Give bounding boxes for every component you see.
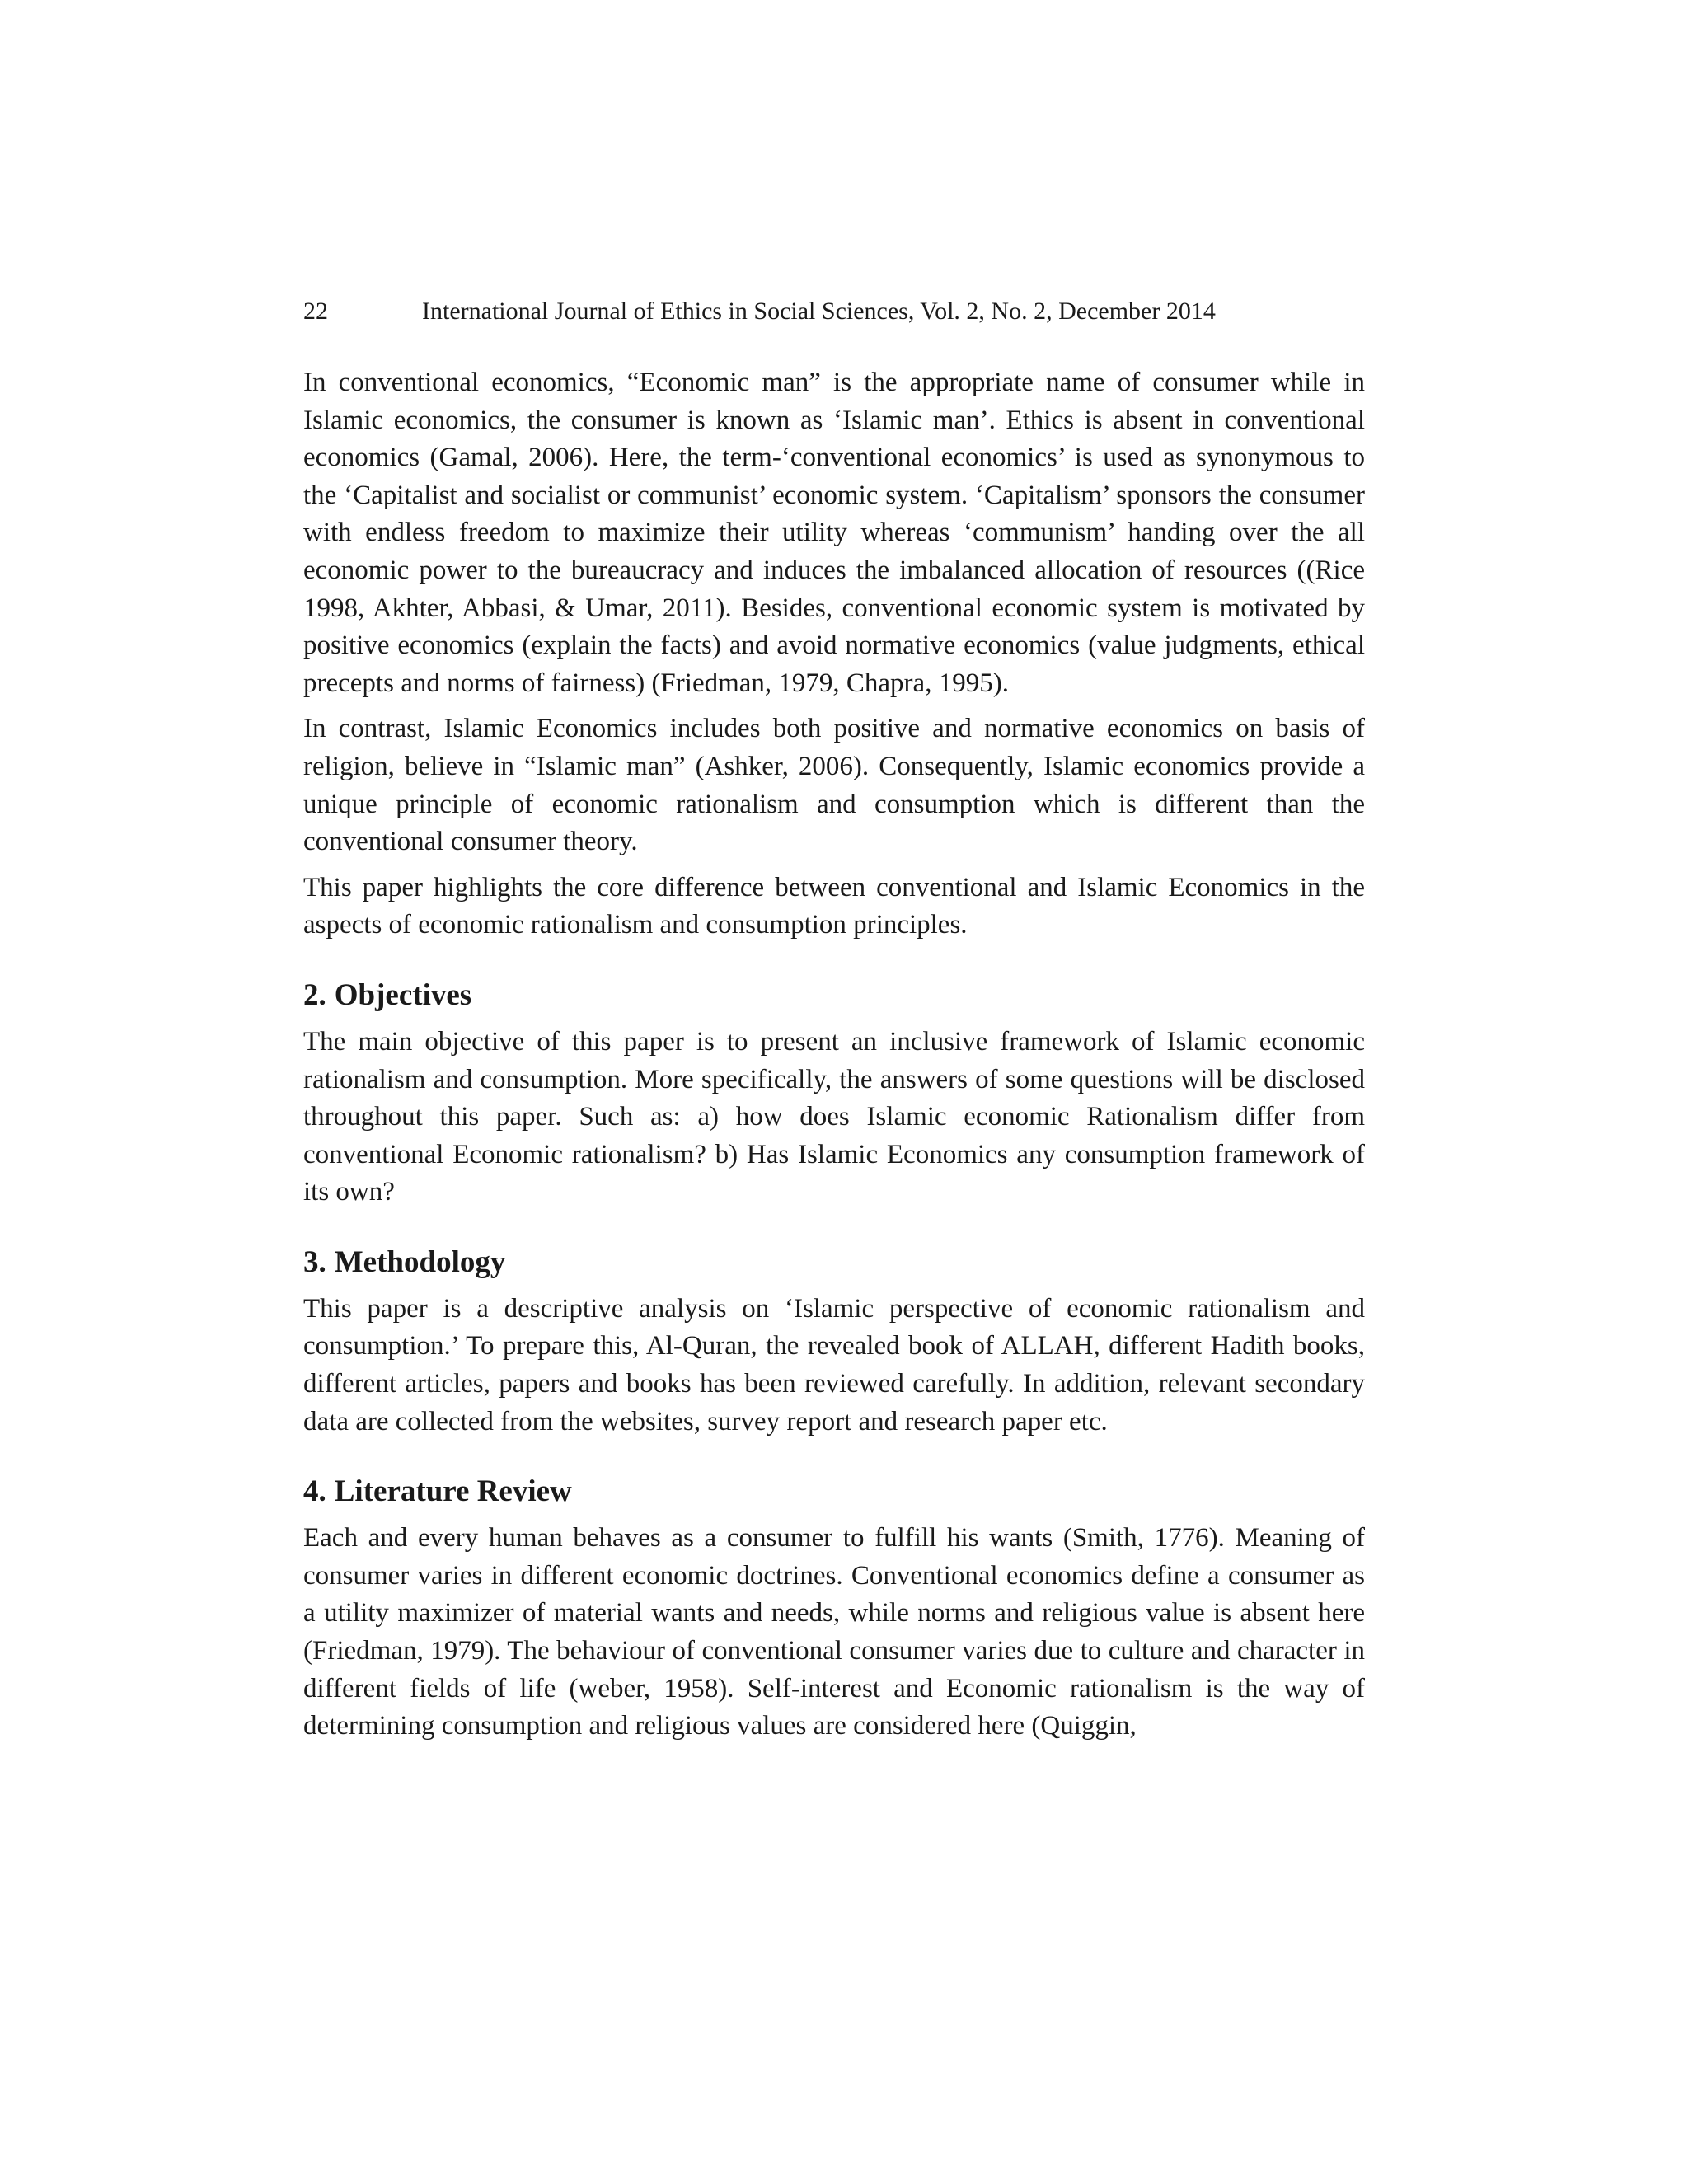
section-title: Literature Review [334, 1474, 572, 1509]
section-heading-objectives [303, 976, 1365, 1015]
methodology-paragraph: This paper is a descriptive analysis on ‘Islamic perspective of economic rationalism and consumption.’ To prepare this, Al-Quran, the revealed book of ALLAH, different Hadith books, different articles, papers and books has been reviewed carefully. In addition, relevant secondary data are collected from the websites, survey report and research paper etc. [303, 1293, 1365, 1436]
objectives-paragraph: The main objective of this paper is to present an inclusive framework of Islamic economic rationalism and consumption. More specifically, the answers of some questions will be disclosed throughout this paper. Such as: a) how does Islamic economic Rationalism differ from conventional Economic rationalism? b) Has Islamic Economics any consumption framework of its own? [303, 1026, 1365, 1207]
intro-paragraph: This paper highlights the core difference between conventional and Islamic Economics in the aspects of economic rationalism and consumption principles. [303, 872, 1365, 940]
section-number: 3. [303, 1244, 326, 1279]
literature-review-paragraph: Each and every human behaves as a consumer to fulfill his wants (Smith, 1776). Meaning of consumer varies in different economic doctrines. Conventional economics define a consumer as a utility maximizer of material wants and needs, while norms and religious value is absent here (Friedman, 1979). The behaviour of conventional consumer varies due to culture and character in different fields of life (weber, 1958). Self-interest and Economic rationalism is the way of determining consumption and religious values are considered here (Quiggin, [303, 1523, 1365, 1741]
section-title: Objectives [334, 977, 472, 1012]
article-body [303, 364, 1365, 1754]
intro-paragraph: In conventional economics, “Economic man” is the appropriate name of consumer while in Islamic economics, the consumer is known as ‘Islamic man’. Ethics is absent in conventional economics (Gamal, 2006). Here, the term-‘conventional economics’ is used as synonymous to the ‘Capitalist and socialist or communist’ economic system. ‘Capitalism’ sponsors the consumer with endless freedom to maximize their utility whereas ‘communism’ handing over the all economic power to the bureaucracy and induces the imbalanced allocation of resources ((Rice 1998, Akhter, Abbasi, & Umar, 2011). Besides, conventional economic system is motivated by positive economics (explain the facts) and avoid normative economics (value judgments, ethical precepts and norms of fairness) (Friedman, 1979, Chapra, 1995). [303, 368, 1365, 698]
running-header [303, 293, 1375, 330]
section-title: Methodology [334, 1244, 506, 1279]
section-number: 2. [303, 977, 326, 1012]
journal-citation: International Journal of Ethics in Social Sciences, Vol. 2, No. 2, December 2014 [422, 298, 1216, 325]
section-heading-methodology [303, 1243, 1365, 1282]
section-heading-literature-review [303, 1472, 1365, 1511]
section-number: 4. [303, 1474, 326, 1509]
page-number: 22 [303, 298, 328, 325]
intro-paragraph: In contrast, Islamic Economics includes both positive and normative economics on basis of religion, believe in “Islamic man” (Ashker, 2006). Consequently, Islamic economics provide a unique principle of economic rationalism and consumption which is different than the conventional consumer theory. [303, 714, 1365, 857]
